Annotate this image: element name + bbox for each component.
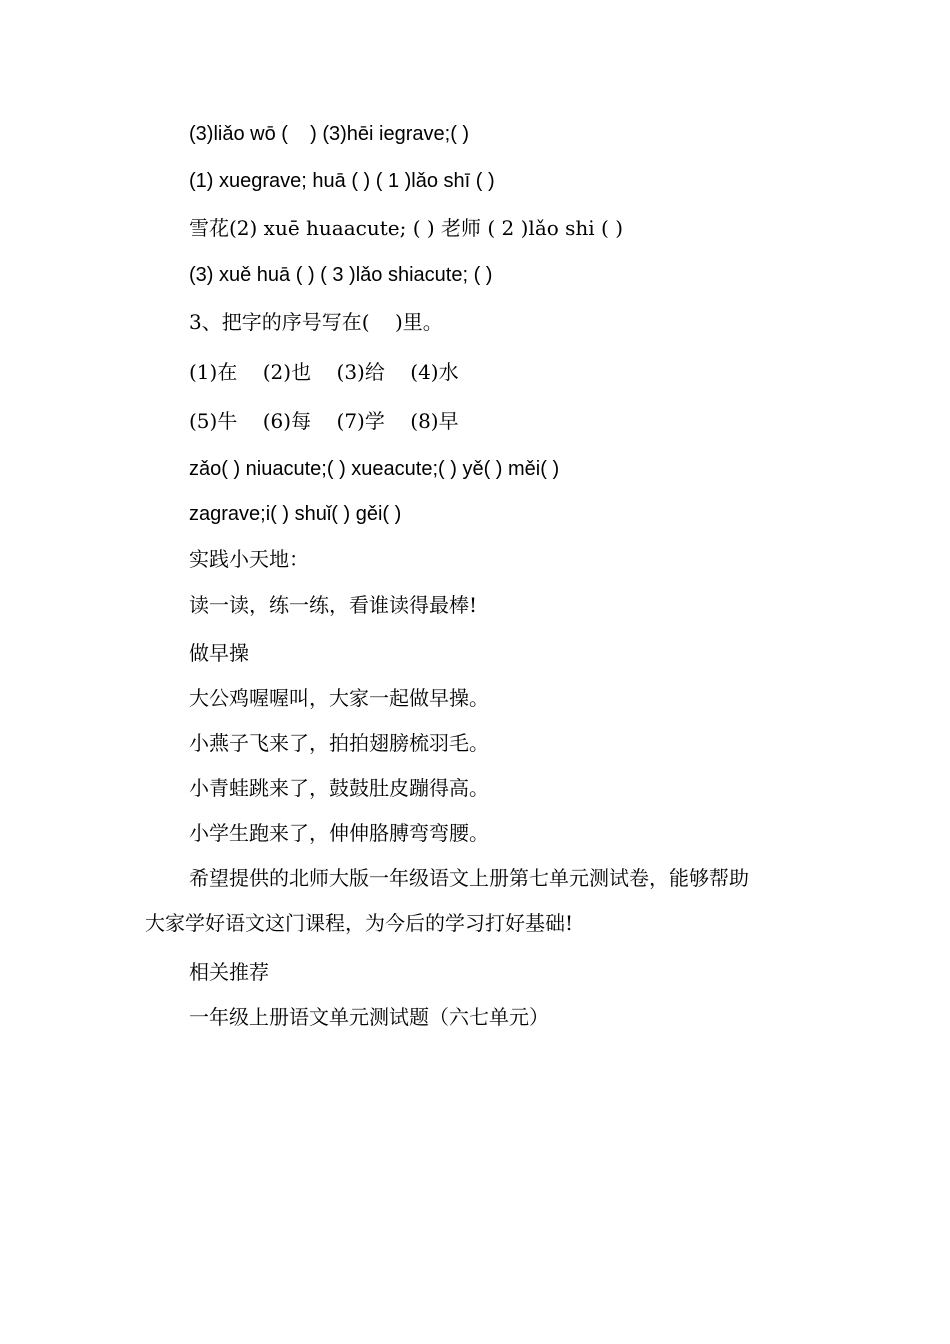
related-heading: 相关推荐 <box>189 960 269 984</box>
closing-paragraph-line-2: 大家学好语文这门课程，为今后的学习打好基础! <box>145 911 574 935</box>
pinyin-answer-row-2: zagrave;i( ) shuǐ( ) gěi( ) <box>189 503 402 525</box>
poem-line-4: 小学生跑来了，伸伸胳膊弯弯腰。 <box>189 821 489 845</box>
poem-line-3: 小青蛙跳来了，鼓鼓肚皮蹦得高。 <box>189 776 489 800</box>
pinyin-line-1: (3)liǎo wō ( ) (3)hēi iegrave;( ) <box>189 123 470 145</box>
question-3-heading: 3、把字的序号写在( )里。 <box>189 310 443 334</box>
poem-line-2: 小燕子飞来了，拍拍翅膀梳羽毛。 <box>189 731 489 755</box>
character-options-row-1: (1)在 (2)也 (3)给 (4)水 <box>189 360 459 384</box>
related-link[interactable]: 一年级上册语文单元测试题（六七单元） <box>189 1005 549 1029</box>
pinyin-line-4: (3) xuě huā ( ) ( 3 )lǎo shiacute; ( ) <box>189 264 493 286</box>
section-heading-practice: 实践小天地： <box>189 547 309 571</box>
closing-paragraph-line-1: 希望提供的北师大版一年级语文上册第七单元测试卷，能够帮助 <box>189 866 749 890</box>
instruction-text: 读一读，练一练，看谁读得最棒! <box>189 593 478 617</box>
character-options-row-2: (5)牛 (6)每 (7)学 (8)早 <box>189 409 459 433</box>
poem-line-1: 大公鸡喔喔叫，大家一起做早操。 <box>189 686 489 710</box>
pinyin-line-2: (1) xuegrave; huā ( ) ( 1 )lǎo shī ( ) <box>189 170 495 192</box>
pinyin-answer-row-1: zǎo( ) niuacute;( ) xueacute;( ) yě( ) měi( ) <box>189 458 560 480</box>
poem-title: 做早操 <box>189 641 249 665</box>
pinyin-line-3: 雪花(2) xuē huaacute; ( ) 老师 ( 2 )lǎo shi ( ) <box>189 216 624 240</box>
